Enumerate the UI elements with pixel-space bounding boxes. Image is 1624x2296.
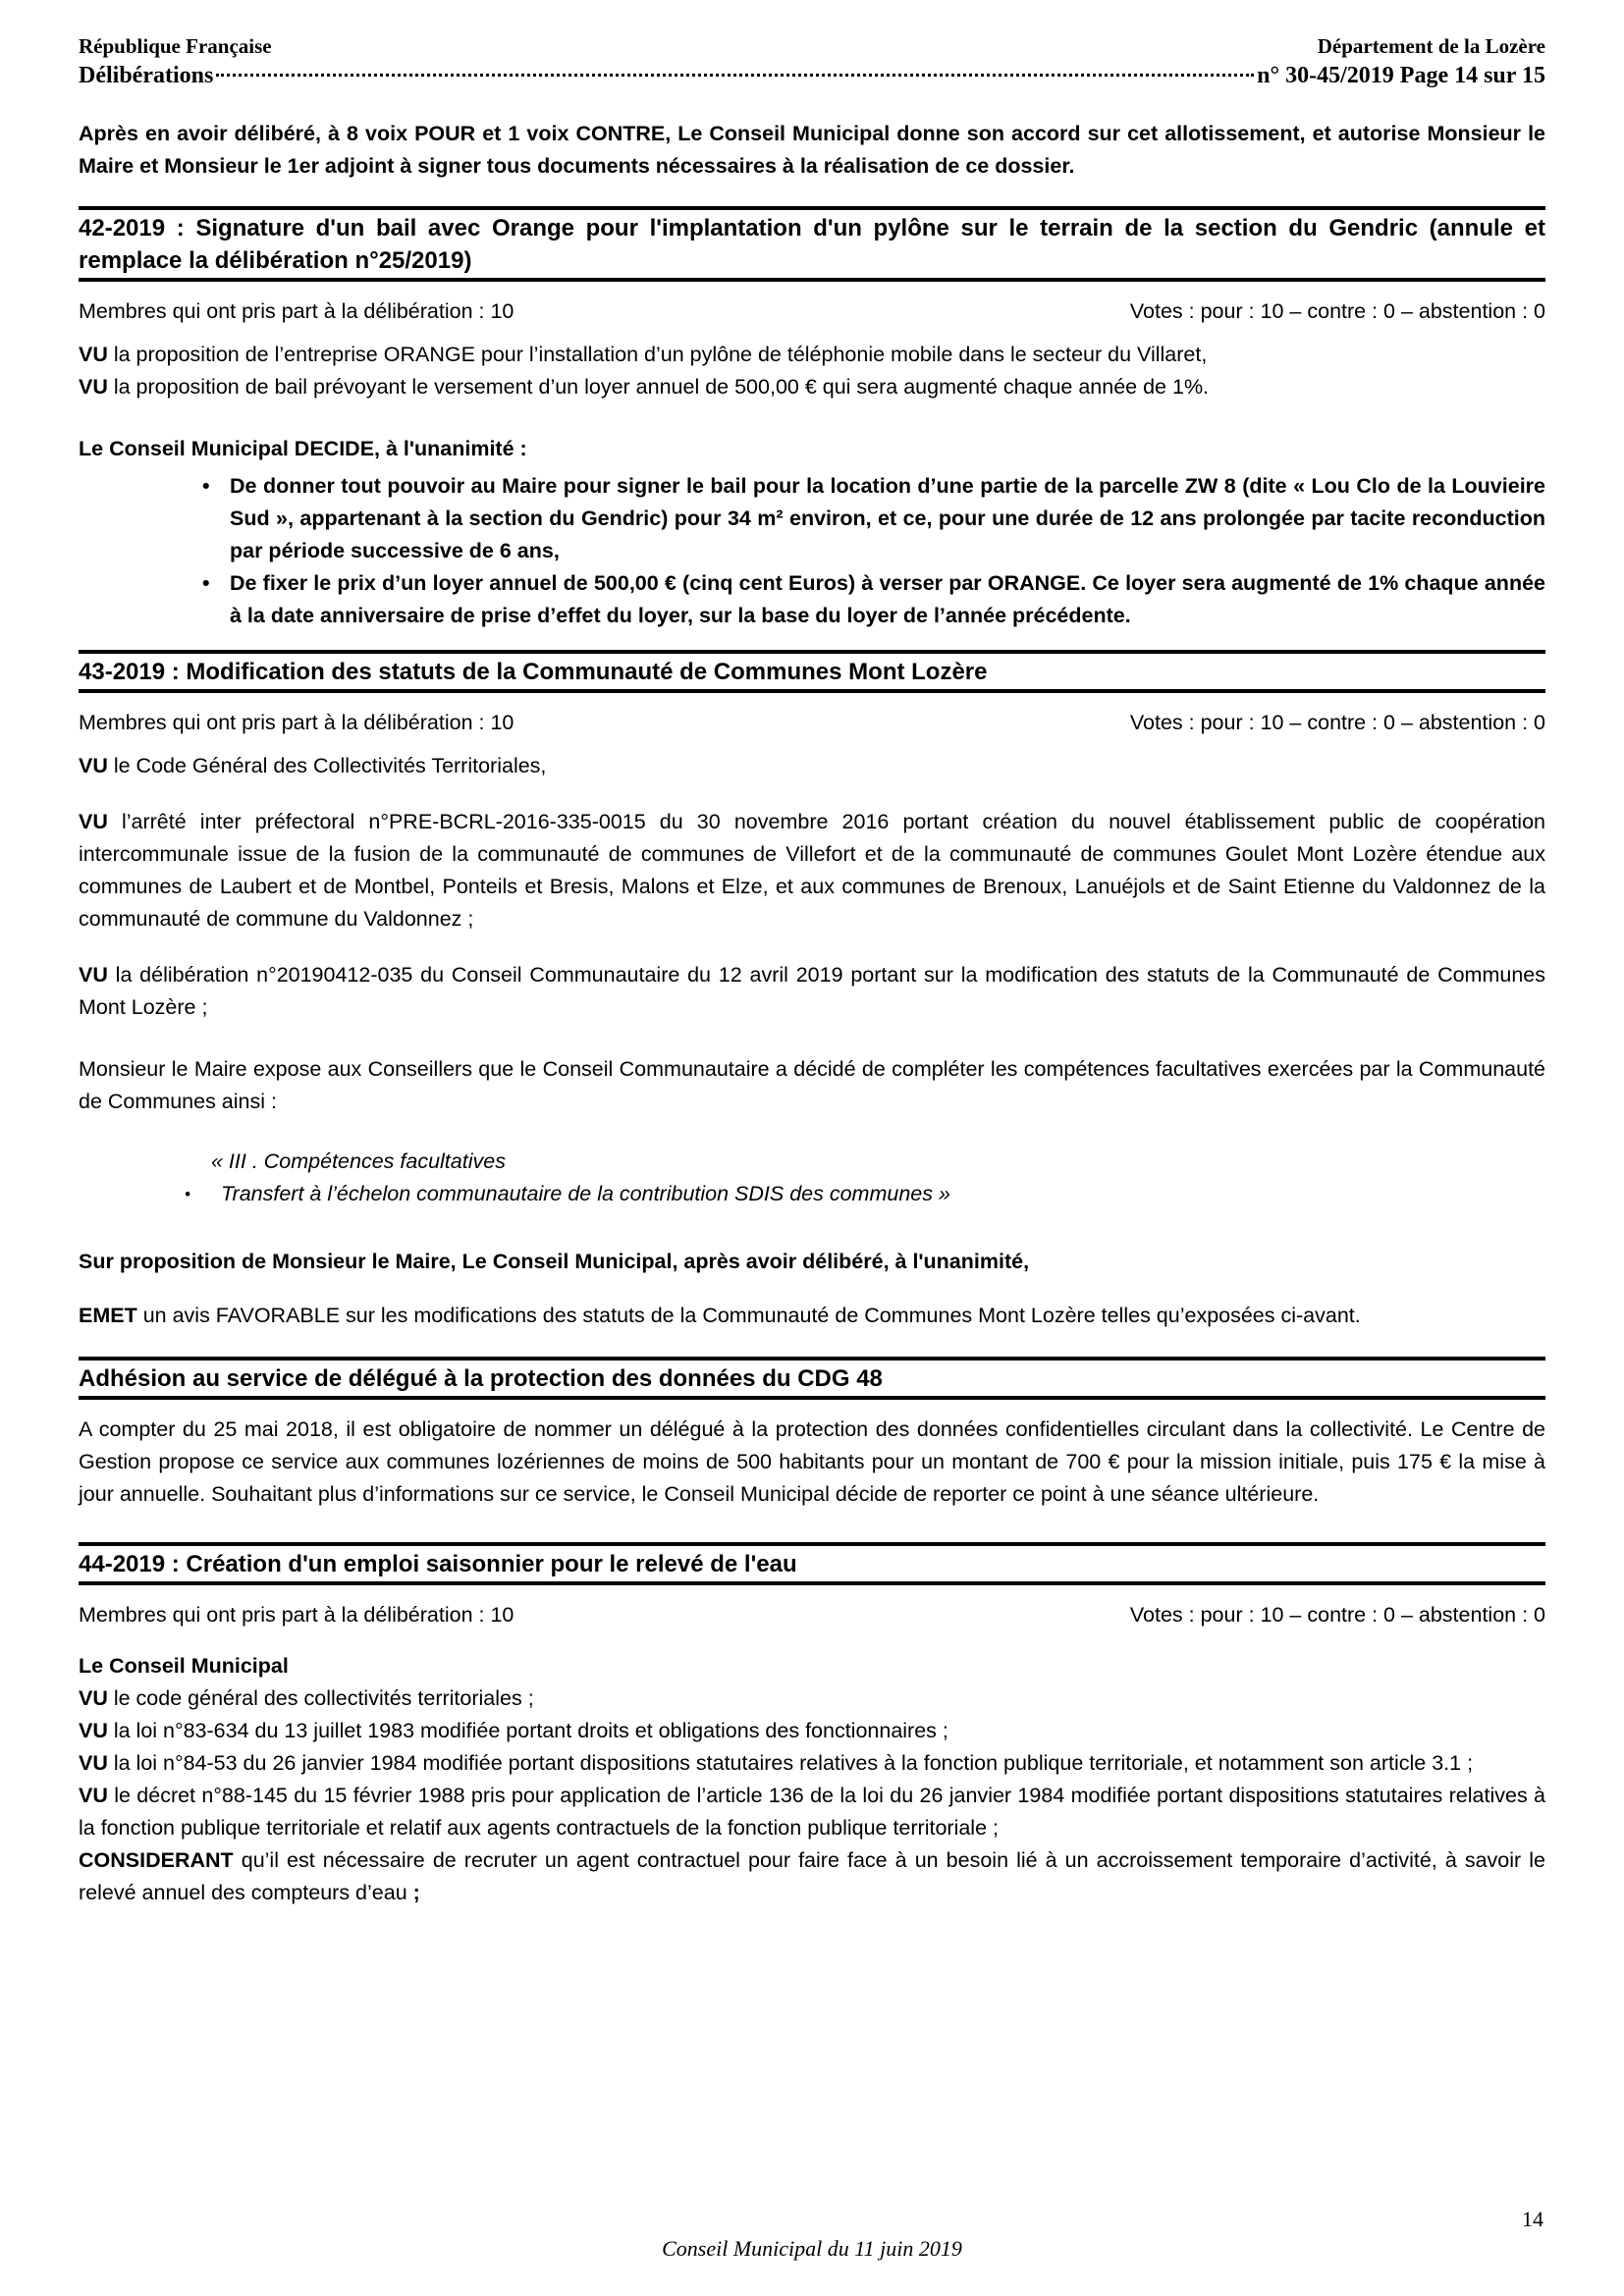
vu-text: la proposition de l’entreprise ORANGE pour l’installation d’un pylône de téléphonie mobile dans le secteur du Villaret, — [107, 343, 1208, 366]
section-44-title: 44-2019 : Création d'un emploi saisonnier pour le relevé de l'eau — [79, 1542, 1545, 1585]
dotted-leader — [216, 74, 1254, 77]
section-42-title: 42-2019 : Signature d'un bail avec Orange pour l'implantation d'un pylône sur le terrain de la section du Gendric (annule et remplace la délibération n°25/2019) — [79, 206, 1545, 282]
vu-text: la loi n°84-53 du 26 janvier 1984 modifiée portant dispositions statutaires relatives à la fonction publique territoriale, et notamment son article 3.1 ; — [107, 1751, 1474, 1775]
vu-text: le décret n°88-145 du 15 février 1988 pris pour application de l’article 136 de la loi du 26 janvier 1984 modifiée portant dispositions statutaires relatives à la fonction publique territoriale et relatif aux agents contractuels de la fonction publique territoriale ; — [79, 1784, 1545, 1840]
membres-count: Membres qui ont pris part à la délibération : 10 — [79, 1603, 514, 1627]
vu-paragraph — [79, 1682, 1545, 1715]
header-right: Département de la Lozère — [1317, 34, 1545, 58]
vu-paragraph — [79, 339, 1545, 371]
vu-paragraph — [79, 1715, 1545, 1747]
section-44-vu-block — [79, 1650, 1545, 1909]
section-42-vu-block — [79, 339, 1545, 403]
section-43-emet-paragraph — [79, 1300, 1545, 1332]
vu-paragraph — [79, 371, 1545, 403]
section-43-vu-block — [79, 750, 1545, 1024]
membres-count: Membres qui ont pris part à la délibération : 10 — [79, 299, 514, 323]
emet-text: un avis FAVORABLE sur les modifications des statuts de la Communauté de Communes Mont Lozère telles qu’exposées ci-avant. — [136, 1304, 1361, 1327]
vu-text: la loi n°83-634 du 13 juillet 1983 modifiée portant droits et obligations des fonctionnaires ; — [107, 1719, 948, 1742]
section-adhesion-title: Adhésion au service de délégué à la protection des données du CDG 48 — [79, 1357, 1545, 1400]
section-42-decide-heading: Le Conseil Municipal DECIDE, à l'unanimité : — [79, 437, 527, 460]
vu-label: VU — [79, 1784, 108, 1807]
vu-label: VU — [79, 343, 108, 366]
vu-label: VU — [79, 1686, 108, 1710]
vu-label: VU — [79, 963, 108, 987]
considerant-end: ; — [412, 1881, 420, 1904]
section-42-decision-list — [79, 470, 1545, 632]
vu-label: VU — [79, 1719, 108, 1742]
membres-count: Membres qui ont pris part à la délibération : 10 — [79, 711, 514, 734]
considerant-label: CONSIDERANT — [79, 1848, 234, 1872]
header-doc-line — [79, 61, 1545, 90]
section-adhesion-body: A compter du 25 mai 2018, il est obligatoire de nommer un délégué à la protection des données confidentielles circulant dans la collectivité. Le Centre de Gestion propose ce service aux communes lozériennes de moins de 500 habitants pour un montant de 700 € pour la mission initiale, puis 175 € la mise à jour annuelle. Souhaitant plus d’informations sur ce service, le Conseil Municipal décide de reporter ce point à une séance ultérieure. — [79, 1417, 1545, 1506]
vu-paragraph — [79, 959, 1545, 1024]
section-43-expose-paragraph: Monsieur le Maire expose aux Conseillers que le Conseil Communautaire a décidé de compléter les compétences facultatives exercées par la Communauté de Communes ainsi : — [79, 1057, 1545, 1113]
quote-list — [79, 1178, 1545, 1210]
considerant-paragraph — [79, 1844, 1545, 1909]
section-42-membres-votes — [79, 297, 1545, 325]
vu-paragraph — [79, 750, 1545, 782]
quote-item: • Transfert à l’échelon communautaire de la contribution SDIS des communes » — [177, 1178, 1545, 1210]
page-header — [79, 33, 1545, 59]
section-43-membres-votes — [79, 709, 1545, 736]
page-number: 14 — [1522, 2207, 1543, 2231]
vu-text: le code général des collectivités territoriales ; — [107, 1686, 534, 1710]
intro-paragraph: Après en avoir délibéré, à 8 voix POUR et 1 voix CONTRE, Le Conseil Municipal donne son accord sur cet allotissement, et autorise Monsieur le Maire et Monsieur le 1er adjoint à signer tous documents nécessaires à la réalisation de ce dossier. — [79, 122, 1545, 178]
vu-text: le Code Général des Collectivités Territoriales, — [107, 754, 547, 777]
considerant-text: qu’il est nécessaire de recruter un agent contractuel pour faire face à un besoin lié à un accroissement temporaire d’activité, à savoir le relevé annuel des compteurs d’eau — [79, 1848, 1545, 1904]
quote-heading: « III . Compétences facultatives — [211, 1149, 506, 1173]
footer-session-date: Conseil Municipal du 11 juin 2019 — [662, 2236, 962, 2261]
vu-label: VU — [79, 810, 108, 833]
section-44-membres-votes — [79, 1601, 1545, 1629]
section-44-heading: Le Conseil Municipal — [79, 1654, 289, 1678]
vu-text: la proposition de bail prévoyant le versement d’un loyer annuel de 500,00 € qui sera augmenté chaque année de 1%. — [107, 375, 1210, 399]
decision-item: • De fixer le prix d’un loyer annuel de 500,00 € (cinq cent Euros) à verser par ORANGE. Ce loyer sera augmenté de 1% chaque année à la date anniversaire de prise d’effet du loyer, sur la base du loyer de l’année précédente. — [189, 567, 1545, 632]
section-43-sur-proposition: Sur proposition de Monsieur le Maire, Le Conseil Municipal, après avoir délibéré, à l'unanimité, — [79, 1250, 1030, 1273]
section-43-title: 43-2019 : Modification des statuts de la Communauté de Communes Mont Lozère — [79, 650, 1545, 693]
vu-text: la délibération n°20190412-035 du Conseil Communautaire du 12 avril 2019 portant sur la modification des statuts de la Communauté de Communes Mont Lozère ; — [79, 963, 1545, 1019]
vu-label: VU — [79, 1751, 108, 1775]
vu-text: l’arrêté inter préfectoral n°PRE-BCRL-2016-335-0015 du 30 novembre 2016 portant création du nouvel établissement public de coopération intercommunale issue de la fusion de la communauté de communes de Villefort et de la communauté de communes Goulet Mont Lozère étendue aux communes de Laubert et de Montbel, Ponteils et Bresis, Malons et Elze, et aux communes de Brenoux, Lanuéjols et de Saint Etienne du Valdonnez de la communauté de commune du Valdonnez ; — [79, 810, 1545, 931]
vu-paragraph — [79, 1747, 1545, 1780]
vu-paragraph — [79, 1780, 1545, 1844]
votes-summary: Votes : pour : 10 – contre : 0 – abstention : 0 — [1129, 711, 1545, 734]
vu-paragraph — [79, 806, 1545, 935]
votes-summary: Votes : pour : 10 – contre : 0 – abstention : 0 — [1129, 299, 1545, 323]
doc-number: n° 30-45/2019 Page 14 sur 15 — [1257, 63, 1545, 88]
doc-label: Délibérations — [79, 63, 214, 88]
votes-summary: Votes : pour : 10 – contre : 0 – abstention : 0 — [1129, 1603, 1545, 1627]
emet-label: EMET — [79, 1304, 137, 1327]
vu-label: VU — [79, 375, 108, 399]
header-left: République Française — [79, 34, 272, 58]
decision-item: • De donner tout pouvoir au Maire pour signer le bail pour la location d’une partie de la parcelle ZW 8 (dite « Lou Clo de la Louvieire Sud », appartenant à la section du Gendric) pour 34 m² environ, et ce, pour une durée de 12 ans prolongée par tacite reconduction par période successive de 6 ans, — [189, 470, 1545, 567]
vu-label: VU — [79, 754, 108, 777]
